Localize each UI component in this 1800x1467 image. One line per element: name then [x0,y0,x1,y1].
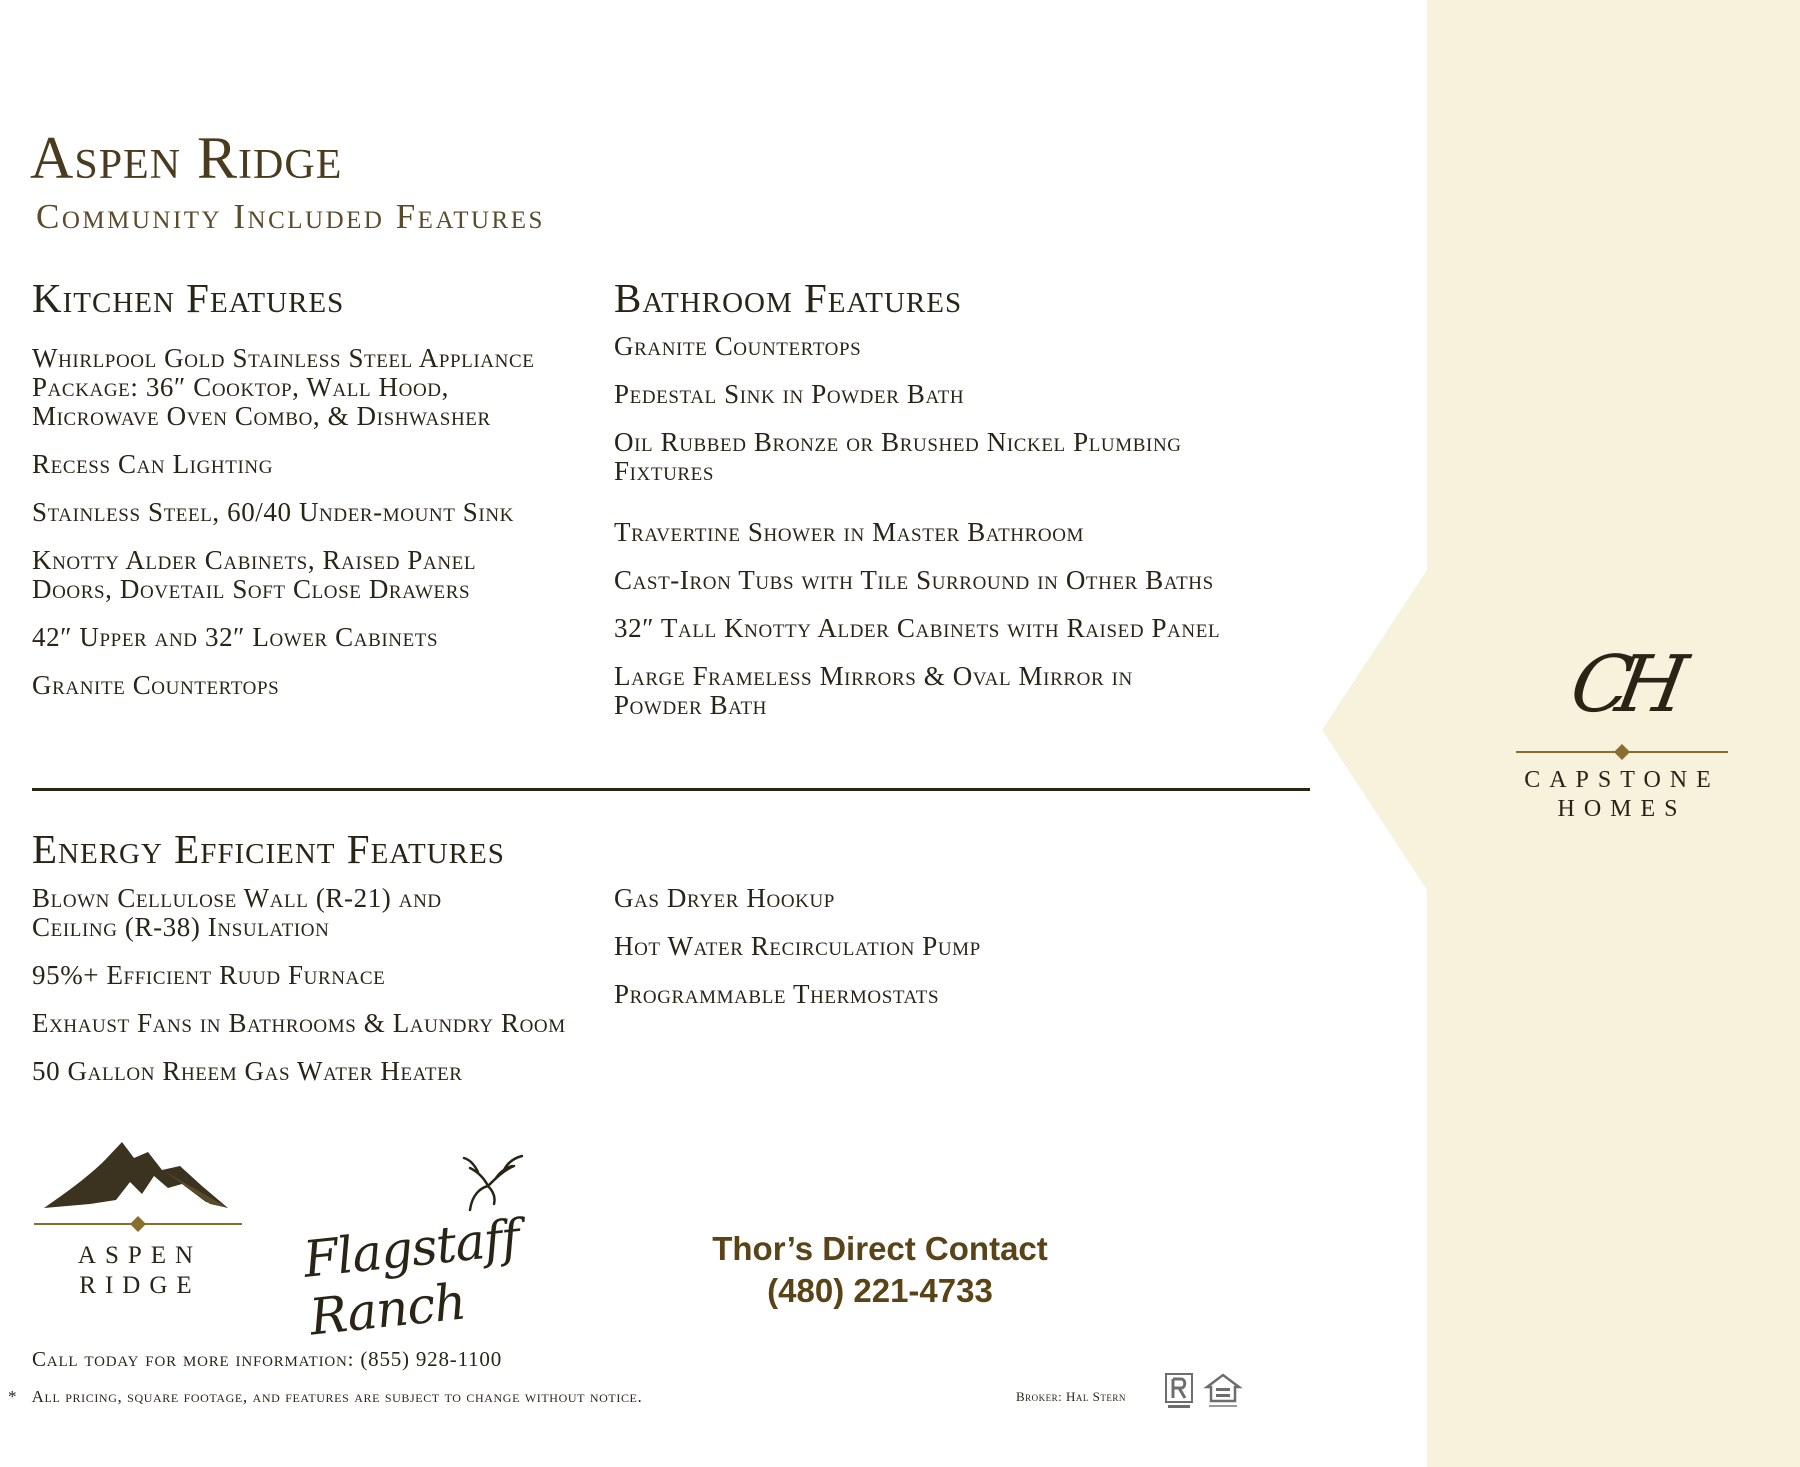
aspen-ridge-logo-line2: RIDGE [79,1272,201,1299]
direct-contact-phone[interactable]: (480) 221-4733 [767,1272,993,1309]
kitchen-feature-item: Recess Can Lighting [32,449,274,479]
equal-housing-icon [1203,1371,1243,1411]
bathroom-feature-item: Oil Rubbed Bronze or Brushed Nickel Plumbing Fixtures [614,427,1182,486]
broker-line: Broker: Hal Stern [1016,1389,1126,1404]
energy-feature-item: Exhaust Fans in Bathrooms & Laundry Room [32,1008,566,1038]
energy-feature-item: 50 Gallon Rheem Gas Water Heater [32,1056,463,1086]
disclaimer-text: All pricing, square footage, and features are subject to change without notice. [31,1387,643,1406]
energy-heading: Energy Efficient Features [32,826,505,872]
page-subtitle: Community Included Features [36,197,545,236]
section-divider [32,788,1310,791]
bathroom-feature-list [614,332,1324,739]
energy-feature-item: Programmable Thermostats [614,979,940,1009]
capstone-homes-logo [1512,640,1732,830]
flagstaff-ranch-logo-text: Flagstaff Ranch [300,1208,522,1347]
disclaimer-asterisk: * [8,1387,18,1406]
disclaimer-line [8,1387,642,1407]
realtor-icon [1165,1373,1193,1411]
energy-feature-list-right [614,884,1114,1028]
direct-contact-block [680,1228,1080,1312]
energy-feature-item: Blown Cellulose Wall (R-21) and Ceiling (R-38) Insulation [32,883,442,942]
energy-feature-list-left [32,884,592,1105]
kitchen-feature-list [32,344,562,719]
bathroom-heading: Bathroom Features [614,275,963,321]
kitchen-feature-item: Granite Countertops [32,670,280,700]
page-title: Aspen Ridge [30,125,343,191]
mountain-icon [30,1130,250,1240]
bathroom-feature-item: Pedestal Sink in Powder Bath [614,379,965,409]
energy-feature-item: 95%+ Efficient Ruud Furnace [32,960,386,990]
call-today-line: Call today for more information: (855) 928-1100 [32,1347,502,1371]
bathroom-feature-item: Cast-Iron Tubs with Tile Surround in Other Baths [614,565,1214,595]
energy-feature-item: Hot Water Recirculation Pump [614,931,981,961]
direct-contact-label: Thor’s Direct Contact [712,1230,1048,1267]
flagstaff-ranch-logo [300,1150,590,1347]
kitchen-feature-item: 42″ Upper and 32″ Lower Cabinets [32,622,439,652]
energy-feature-item: Gas Dryer Hookup [614,883,835,913]
bathroom-feature-item: Large Frameless Mirrors & Oval Mirror in Powder Bath [614,661,1133,720]
capstone-divider-ornament [1512,742,1732,762]
bathroom-feature-item: 32″ Tall Knotty Alder Cabinets with Raised Panel [614,613,1221,643]
aspen-ridge-logo-line1: ASPEN [77,1242,203,1269]
kitchen-feature-item: Whirlpool Gold Stainless Steel Appliance Package: 36″ Cooktop, Wall Hood, Microwave Oven Combo, & Dishwasher [32,343,535,431]
capstone-monogram: CH [1564,640,1680,730]
aspen-ridge-logo [30,1130,250,1300]
capstone-logo-line1: CAPSTONE [1524,767,1720,793]
kitchen-feature-item: Knotty Alder Cabinets, Raised Panel Doors, Dovetail Soft Close Drawers [32,545,477,604]
capstone-logo-line2: HOMES [1557,796,1687,822]
kitchen-feature-item: Stainless Steel, 60/40 Under-mount Sink [32,497,514,527]
bathroom-feature-item: Travertine Shower in Master Bathroom [614,517,1085,547]
kitchen-heading: Kitchen Features [32,275,345,321]
bathroom-feature-item: Granite Countertops [614,331,862,361]
